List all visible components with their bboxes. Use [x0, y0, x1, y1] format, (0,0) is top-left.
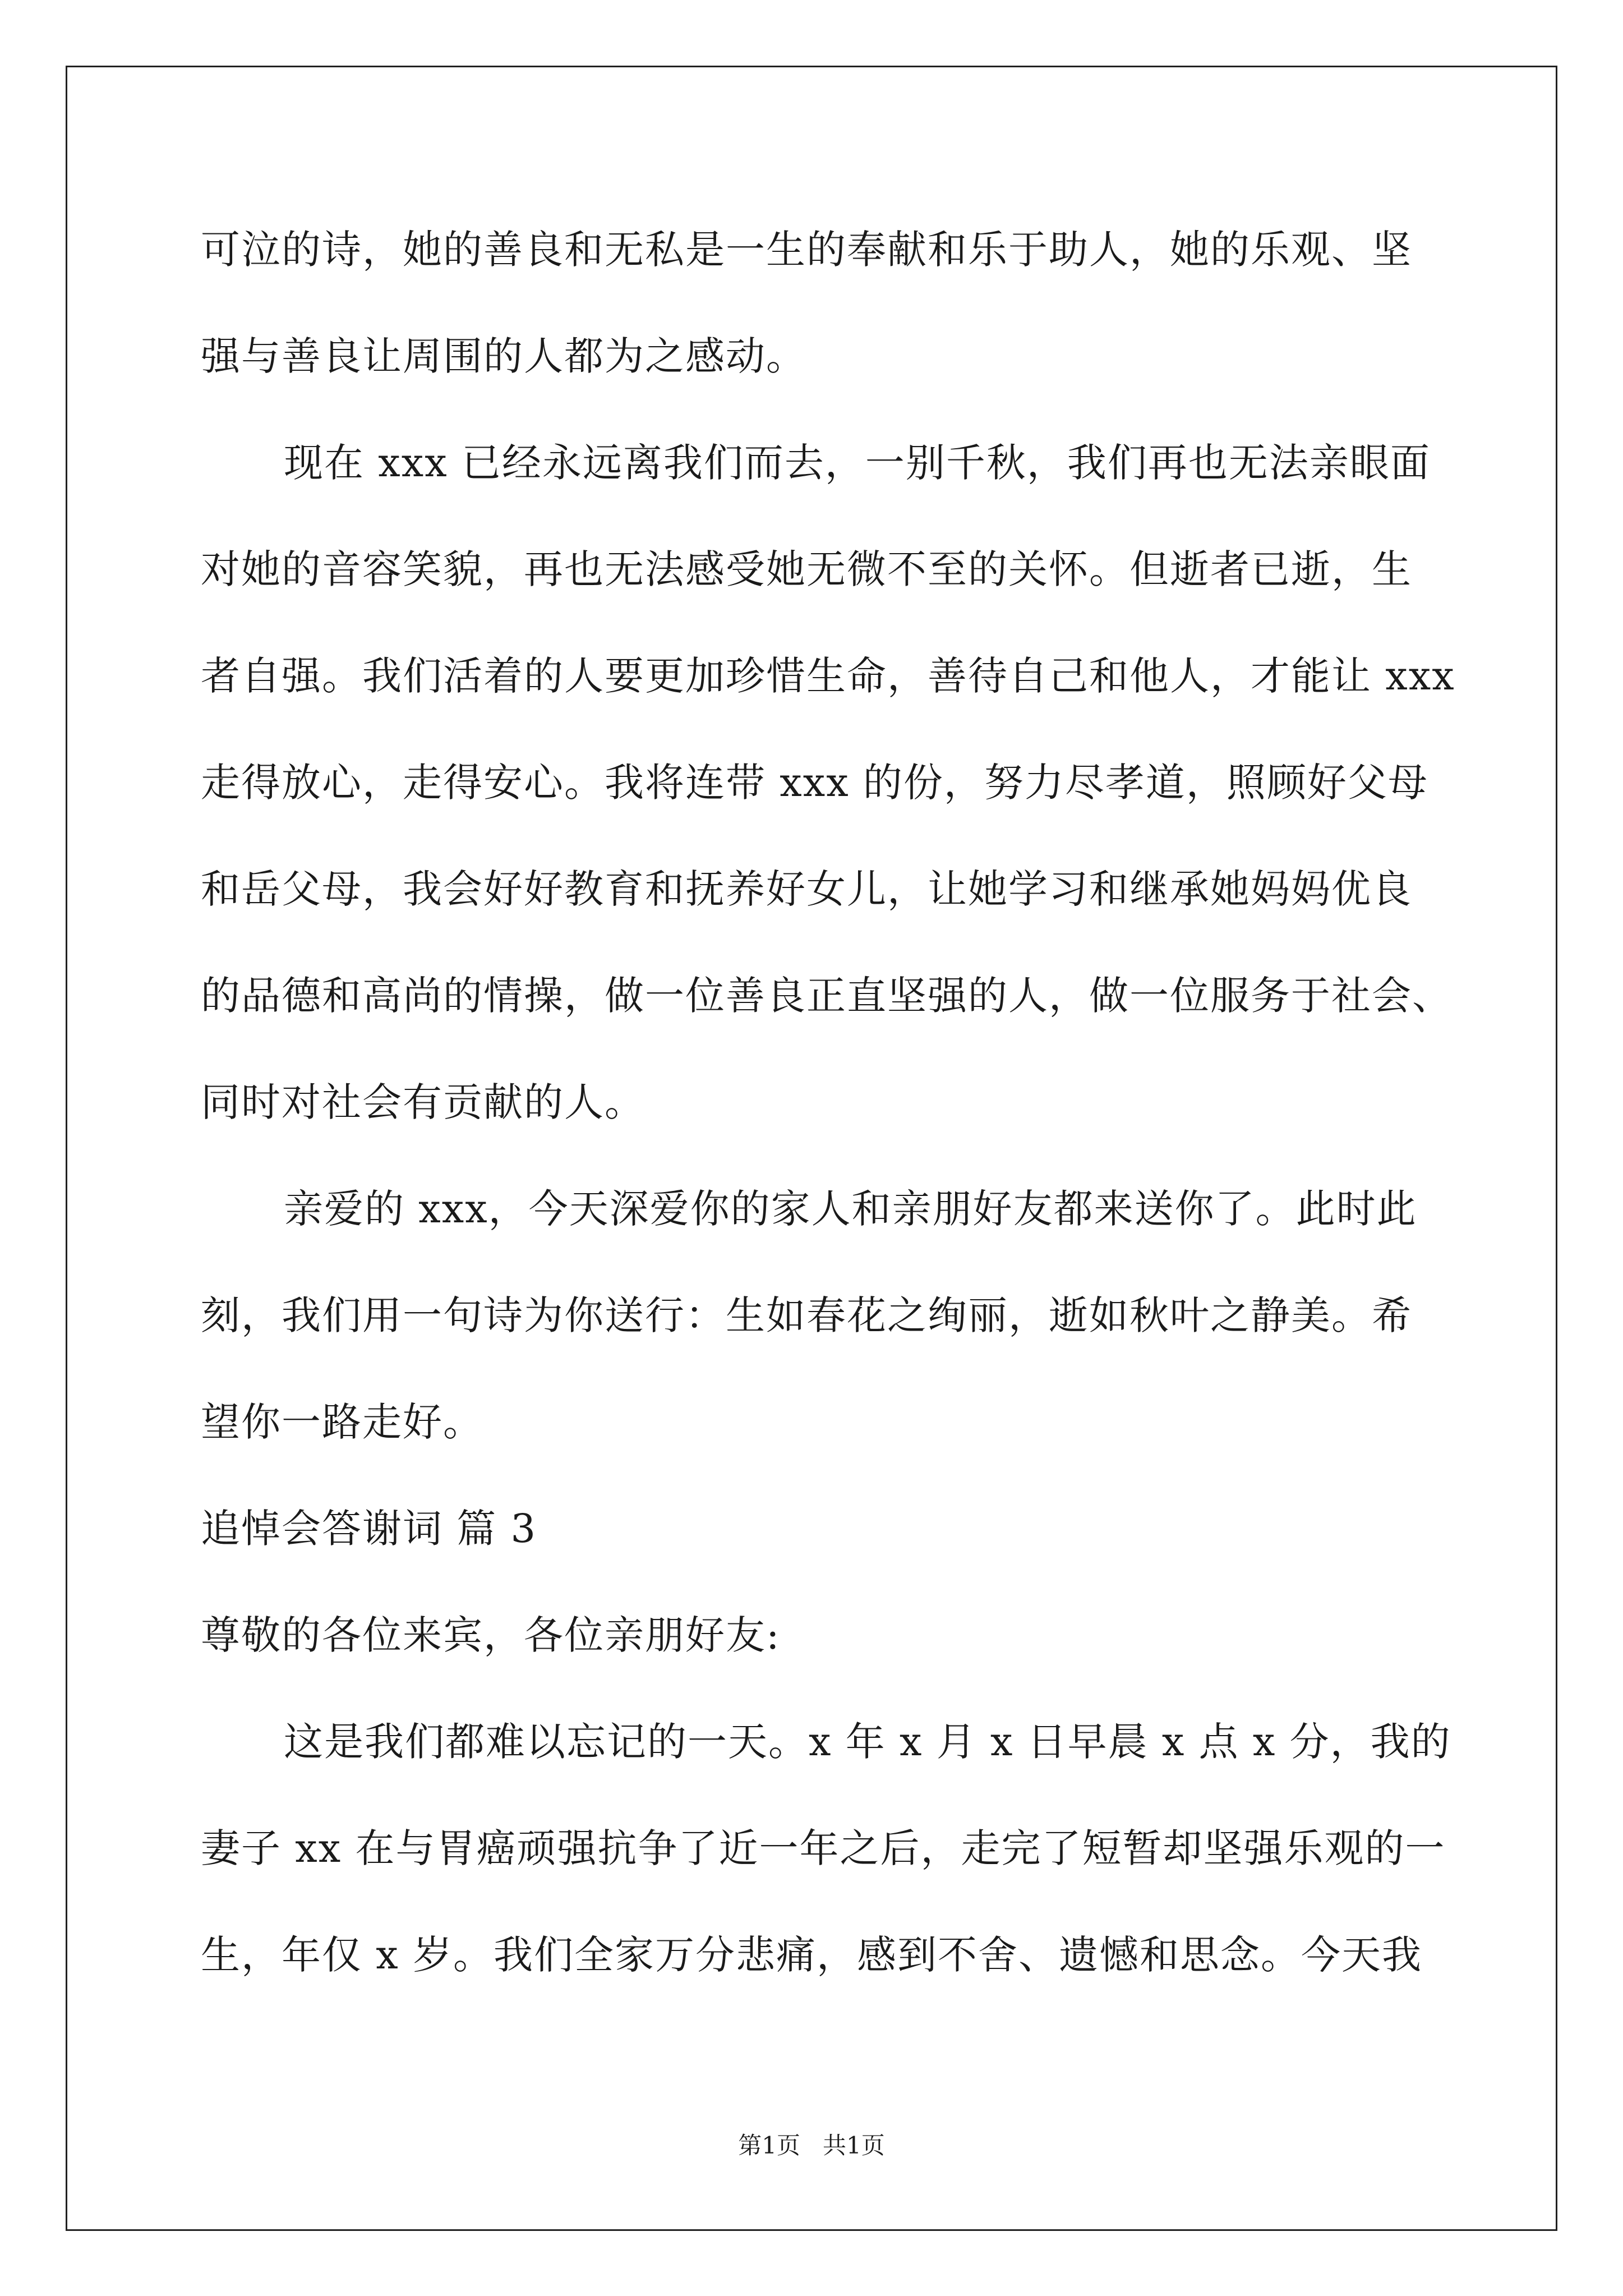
- document-body: [201, 219, 1457, 2031]
- section-heading: 追悼会答谢词 篇 3: [201, 1506, 537, 1552]
- text-line: 望你一路走好。: [201, 1399, 483, 1445]
- text-line: 走得放心，走得安心。我将连带 xxx 的份，努力尽孝道，照顾好父母: [201, 760, 1428, 806]
- text-line: 现在 xxx 已经永远离我们而去，一别千秋，我们再也无法亲眼面: [284, 440, 1431, 486]
- text-line: 强与善良让周围的人都为之感动。: [201, 333, 806, 379]
- text-line: 的品德和高尚的情操，做一位善良正直坚强的人，做一位服务于社会、: [201, 973, 1453, 1019]
- text-line: 这是我们都难以忘记的一天。x 年 x 月 x 日早晨 x 点 x 分，我的: [284, 1719, 1451, 1765]
- text-line: 对她的音容笑貌，再也无法感受她无微不至的关怀。但逝者已逝，生: [201, 546, 1412, 592]
- text-line: 和岳父母，我会好好教育和抚养好女儿，让她学习和继承她妈妈优良: [201, 866, 1412, 912]
- text-line: 刻，我们用一句诗为你送行：生如春花之绚丽，逝如秋叶之静美。希: [201, 1292, 1412, 1338]
- text-line: 生，年仅 x 岁。我们全家万分悲痛，感到不舍、遗憾和思念。今天我: [201, 1932, 1422, 1978]
- text-line: 妻子 xx 在与胃癌顽强抗争了近一年之后，走完了短暂却坚强乐观的一: [201, 1825, 1446, 1871]
- text-line: 亲爱的 xxx，今天深爱你的家人和亲朋好友都来送你了。此时此: [284, 1186, 1417, 1232]
- text-line: 可泣的诗，她的善良和无私是一生的奉献和乐于助人，她的乐观、坚: [201, 227, 1412, 273]
- salutation: 尊敬的各位来宾，各位亲朋好友:: [201, 1612, 781, 1658]
- text-line: 者自强。我们活着的人要更加珍惜生命，善待自己和他人，才能让 xxx: [201, 653, 1455, 699]
- text-line: 同时对社会有贡献的人。: [201, 1079, 645, 1125]
- page-number-footer: 第1页 共1页: [738, 2132, 885, 2159]
